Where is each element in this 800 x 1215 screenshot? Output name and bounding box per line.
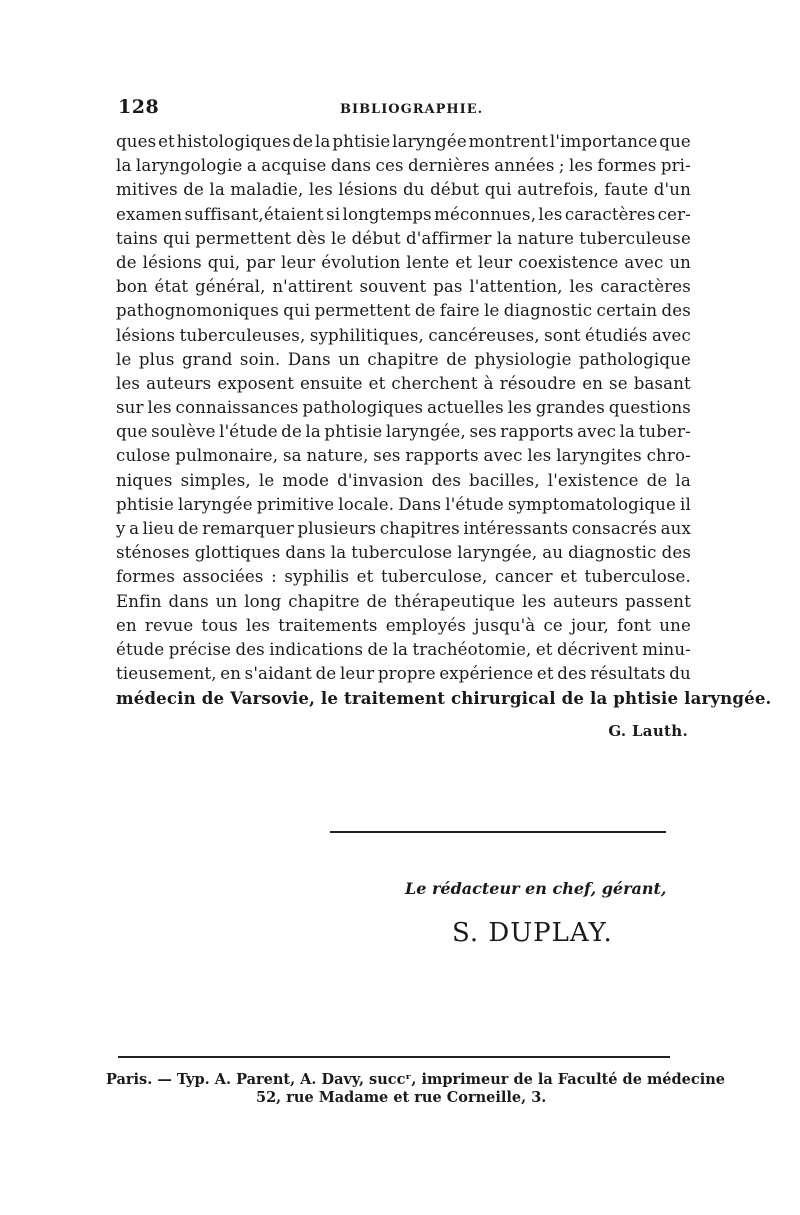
word: souvent <box>359 277 427 297</box>
word: que <box>659 132 691 151</box>
text-line <box>116 662 691 686</box>
word: les <box>116 373 141 393</box>
word: examen <box>116 204 183 224</box>
word: rapports <box>500 422 574 442</box>
word: jour, <box>571 615 609 635</box>
word: traitements <box>278 615 378 635</box>
word: de <box>366 591 388 611</box>
word: et <box>356 567 374 587</box>
word: avec <box>577 422 617 442</box>
word: et <box>455 252 473 272</box>
text-line <box>116 517 691 541</box>
word: trachéotomie, <box>412 639 532 659</box>
word: précise <box>168 639 232 659</box>
word: mode <box>282 470 330 490</box>
word: caractères <box>600 277 691 297</box>
word: plus <box>138 349 175 369</box>
word: ques <box>116 132 157 151</box>
word: auteurs <box>146 373 212 393</box>
word: bacilles, <box>469 470 540 490</box>
text-line <box>116 372 691 396</box>
word: lésions <box>116 325 176 345</box>
word: et <box>368 373 386 393</box>
word: chapitre <box>288 591 360 611</box>
word: soulève <box>151 422 216 442</box>
word: qui <box>283 301 311 321</box>
word: diagnostic <box>568 543 657 563</box>
word: les <box>308 180 333 200</box>
word: leur <box>478 252 513 272</box>
word: un <box>338 349 360 369</box>
word: histologiques <box>176 132 291 151</box>
word: consacrés <box>571 519 658 538</box>
word: chapitres <box>379 519 460 538</box>
word: des <box>431 470 462 490</box>
word: ses <box>469 422 497 442</box>
word: dans <box>168 591 209 611</box>
word: tuberculose. <box>584 567 691 587</box>
word: pri- <box>660 156 691 176</box>
word: lésions <box>142 252 202 272</box>
word: tuberculeuses, <box>179 325 306 345</box>
word: dernières <box>408 156 490 176</box>
word: suffisant,étaient <box>184 204 324 224</box>
word: bon <box>116 277 148 297</box>
word: ses <box>373 446 401 466</box>
word: cherchent <box>391 373 478 393</box>
word: de <box>367 639 389 659</box>
word: syphilitiques, <box>309 325 424 345</box>
word: étude <box>116 639 165 659</box>
text-line <box>116 614 691 638</box>
word: jusqu'à <box>474 615 536 635</box>
word: laryngites <box>556 446 642 466</box>
word: la <box>209 180 225 200</box>
word: l'étude <box>445 494 504 514</box>
word: faire <box>439 301 480 321</box>
reviewer-signature: G. Lauth. <box>608 722 688 740</box>
word: questions <box>608 398 691 418</box>
text-line <box>116 227 691 251</box>
word: remarquer <box>202 519 294 538</box>
word: les <box>522 591 547 611</box>
text-line <box>116 324 691 348</box>
word: de <box>116 252 137 272</box>
word: lieu <box>142 519 175 538</box>
word: ; <box>558 156 565 176</box>
word: tains <box>116 228 158 248</box>
word: faute <box>604 180 649 200</box>
word: en <box>116 615 137 635</box>
word: la <box>619 422 636 442</box>
text-line <box>116 348 691 372</box>
word: méconnues, <box>434 204 537 224</box>
word: propre <box>377 664 436 684</box>
word: état <box>154 277 189 297</box>
word: coexistence <box>518 252 619 272</box>
word: intéressants <box>463 519 569 538</box>
word: laryngée, <box>457 543 538 563</box>
word: et <box>158 132 175 151</box>
word: connaissances <box>175 398 299 418</box>
word: long <box>244 591 282 611</box>
text-line <box>116 299 691 323</box>
word: l'attention, <box>469 277 563 297</box>
word: une <box>659 615 691 635</box>
word: un <box>669 252 691 272</box>
text-line <box>116 565 691 589</box>
word: de <box>281 422 302 442</box>
word: dans <box>330 156 372 176</box>
word: chro- <box>646 446 691 466</box>
word: général, <box>194 277 266 297</box>
word: les <box>527 446 552 466</box>
word: leur <box>339 664 375 684</box>
word: avec <box>483 446 523 466</box>
word: chapitre <box>367 349 439 369</box>
word: pathologiques <box>302 398 424 418</box>
text-line <box>116 275 691 299</box>
word: : <box>271 567 277 587</box>
word: cer- <box>657 204 691 224</box>
review-paragraph <box>116 130 772 711</box>
word: l'importance <box>549 132 658 151</box>
word: les <box>147 398 172 418</box>
word: et <box>535 639 553 659</box>
word: résoudre <box>499 373 577 393</box>
word: revue <box>144 615 194 635</box>
word: certain <box>596 301 658 321</box>
word: Dans <box>287 349 331 369</box>
text-line <box>116 541 691 565</box>
word: culose <box>116 446 171 466</box>
word: résultats <box>590 664 666 684</box>
word: grandes <box>535 398 605 418</box>
text-line <box>116 251 691 275</box>
word: actuelles <box>427 398 504 418</box>
word: phtisie <box>324 422 383 442</box>
word: tous <box>201 615 238 635</box>
word: décrivent <box>556 639 638 659</box>
text-line <box>116 396 691 420</box>
text-line <box>116 420 691 444</box>
word: symptomatologique <box>507 494 676 514</box>
page-number: 128 <box>118 96 160 118</box>
word: le <box>484 301 500 321</box>
word: phtisie <box>116 494 174 514</box>
editor-title: Le rédacteur en chef, gérant, <box>405 879 667 898</box>
word: tuberculose <box>351 543 453 563</box>
word: il <box>680 494 691 514</box>
word: les <box>568 156 594 176</box>
word: laryngée <box>178 494 253 514</box>
word: se <box>609 373 628 393</box>
word: rapports <box>405 446 479 466</box>
word: grand <box>181 349 233 369</box>
word: la <box>330 543 347 563</box>
word: de <box>177 519 199 538</box>
text-line <box>116 178 691 202</box>
word: laryngologie <box>135 156 243 176</box>
word: les <box>538 204 563 224</box>
word: le <box>331 228 347 248</box>
word: du <box>669 664 691 684</box>
word: nature, <box>306 446 369 466</box>
word: d'affirmer <box>406 228 492 248</box>
word: pas <box>433 277 463 297</box>
word: et <box>560 567 578 587</box>
word: ce <box>543 615 563 635</box>
word: tieusement, <box>116 664 217 684</box>
word: la <box>116 156 132 176</box>
word: aux <box>660 519 691 538</box>
word: formes <box>116 567 176 587</box>
word: niques <box>116 470 173 490</box>
text-line <box>116 469 691 493</box>
word: syphilis <box>284 567 350 587</box>
printer-address: 52, rue Madame et rue Corneille, 3. <box>256 1089 547 1106</box>
word: des <box>235 639 265 659</box>
word: soin. <box>239 349 281 369</box>
word: caractères <box>564 204 656 224</box>
word: de <box>315 664 337 684</box>
word: du <box>403 180 425 200</box>
word: de <box>646 470 668 490</box>
word: simples, <box>180 470 251 490</box>
word: dès <box>296 228 326 248</box>
word: indications <box>269 639 364 659</box>
word: primitive <box>256 494 335 514</box>
word: les <box>507 398 532 418</box>
word: dans <box>285 543 326 563</box>
word: d'invasion <box>337 470 424 490</box>
word: le <box>116 349 132 369</box>
word: leur <box>280 252 316 272</box>
word: permettent <box>195 228 292 248</box>
word: tuber- <box>638 422 691 442</box>
word: exposent <box>217 373 295 393</box>
word: formes <box>597 156 657 176</box>
word: évolution <box>321 252 401 272</box>
word: phtisie <box>332 132 391 151</box>
word: la <box>305 422 321 442</box>
word: longtemps <box>342 204 432 224</box>
word: n'attirent <box>272 277 353 297</box>
word: début <box>351 228 401 248</box>
word: passent <box>625 591 691 611</box>
word: les <box>569 277 594 297</box>
word: en <box>582 373 604 393</box>
footer-divider <box>118 1056 670 1058</box>
word: la <box>675 470 691 490</box>
editor-name: S. DUPLAY. <box>452 918 613 948</box>
word: locale. <box>338 494 395 514</box>
word: de <box>183 180 204 200</box>
printer-imprint: Paris. — Typ. A. Parent, A. Davy, succʳ, imprimeur de la Faculté de médecine <box>106 1071 726 1088</box>
word: nature <box>517 228 575 248</box>
word: que <box>116 422 148 442</box>
word: plusieurs <box>297 519 377 538</box>
word: l'étude <box>219 422 278 442</box>
word: basant <box>633 373 691 393</box>
word: glottiques <box>194 543 281 563</box>
text-line <box>116 154 691 178</box>
word: pulmonaire, <box>175 446 279 466</box>
word: étudiés <box>585 325 648 345</box>
word: montrent <box>468 132 549 151</box>
word: pathologique <box>578 349 691 369</box>
word: qui <box>484 180 512 200</box>
word: cancer <box>494 567 553 587</box>
word: laryngée, <box>385 422 466 442</box>
word: par <box>246 252 276 272</box>
word: d'un <box>653 180 691 200</box>
word: qui, <box>207 252 241 272</box>
text-line <box>116 130 691 154</box>
word: sur <box>116 398 144 418</box>
text-line: médecin de Varsovie, le traitement chirurgical de la phtisie laryngée. <box>116 688 772 709</box>
word: la <box>496 228 513 248</box>
word: associées <box>182 567 264 587</box>
word: années <box>494 156 555 176</box>
word: diagnostic <box>503 301 593 321</box>
word: au <box>542 543 564 563</box>
word: sa <box>282 446 302 466</box>
word: la <box>392 639 409 659</box>
word: des <box>661 543 691 563</box>
word: sténoses <box>116 543 190 563</box>
word: le <box>258 470 275 490</box>
word: en <box>220 664 242 684</box>
word: tuberculose, <box>380 567 488 587</box>
word: qui <box>163 228 191 248</box>
word: y <box>116 519 126 538</box>
word: ensuite <box>300 373 363 393</box>
word: minu- <box>642 639 691 659</box>
word: a <box>246 156 257 176</box>
word: des <box>661 301 691 321</box>
word: l'existence <box>547 470 639 490</box>
text-line <box>116 493 691 517</box>
word: Dans <box>398 494 442 514</box>
word: à <box>483 373 494 393</box>
word: lente <box>406 252 450 272</box>
word: Enfin <box>116 591 162 611</box>
word: font <box>617 615 652 635</box>
word: expérience <box>439 664 534 684</box>
word: lésions <box>338 180 398 200</box>
word: mitives <box>116 180 178 200</box>
word: de <box>446 349 467 369</box>
word: acquise <box>261 156 327 176</box>
word: et <box>536 664 554 684</box>
word: autrefois, <box>517 180 599 200</box>
text-line <box>116 444 691 468</box>
word: sont <box>544 325 581 345</box>
page-header <box>118 96 693 122</box>
word: les <box>246 615 271 635</box>
text-line <box>116 638 691 662</box>
word: la <box>315 132 331 151</box>
word: cancéreuses, <box>428 325 540 345</box>
word: début <box>430 180 480 200</box>
word: employés <box>385 615 467 635</box>
word: maladie, <box>230 180 304 200</box>
word: si <box>326 204 341 224</box>
word: ces <box>375 156 404 176</box>
running-head: BIBLIOGRAPHIE. <box>340 102 484 117</box>
word: laryngée <box>392 132 467 151</box>
word: un <box>215 591 238 611</box>
word: a <box>129 519 140 538</box>
word: des <box>557 664 587 684</box>
word: physiologie <box>474 349 572 369</box>
word: de <box>414 301 436 321</box>
word: avec <box>624 252 664 272</box>
word: permettent <box>314 301 411 321</box>
word: avec <box>651 325 691 345</box>
word: auteurs <box>553 591 619 611</box>
text-line <box>116 203 691 227</box>
word: de <box>292 132 314 151</box>
text-line <box>116 590 691 614</box>
section-divider <box>330 831 666 833</box>
word: tuberculeuse <box>579 228 691 248</box>
word: pathognomoniques <box>116 301 279 321</box>
word: s'aidant <box>244 664 313 684</box>
word: thérapeutique <box>394 591 516 611</box>
